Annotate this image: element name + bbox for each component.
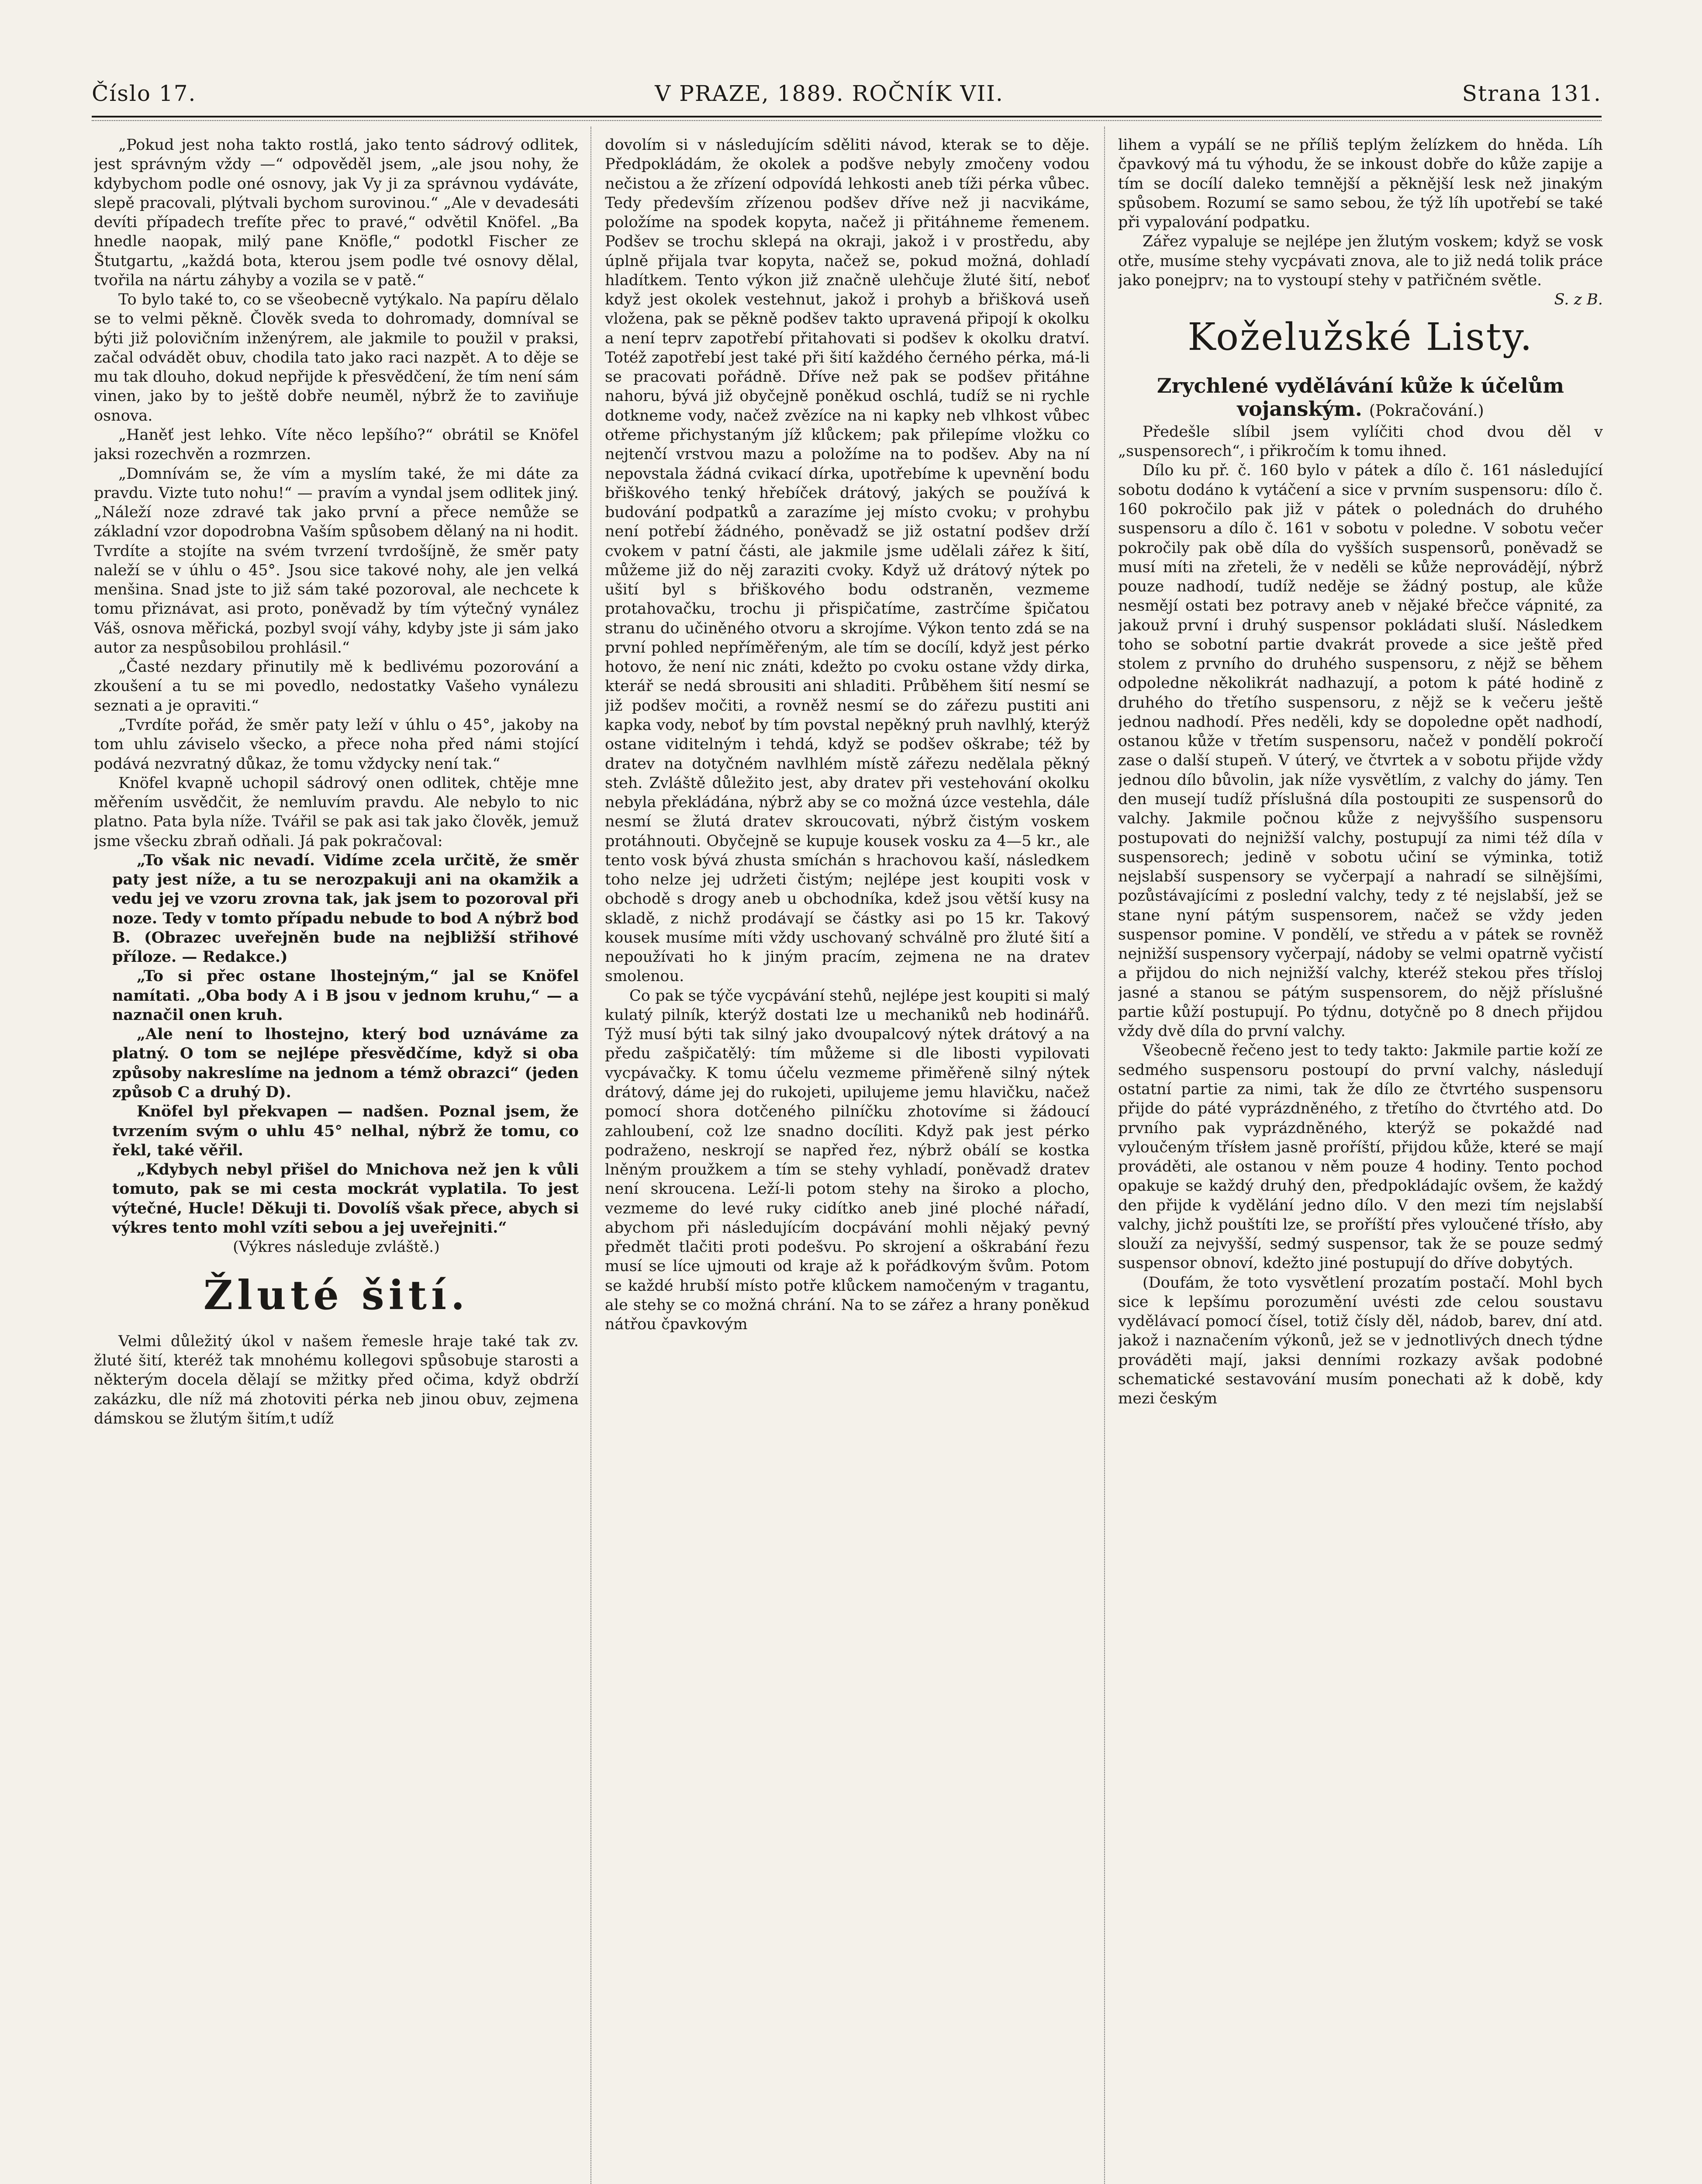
column-1 xyxy=(94,135,579,2184)
signature: S. z B. xyxy=(1554,291,1603,309)
paragraph: „Domnívám se, že vím a myslím také, že mi dáte za pravdu. Vizte tuto nohu!“ — pravím a vyndal jsem odlitek jiný. „Náleží noze zdravé tak jako první a přece nemůže se základní vzor dopodrobna Vaším spůsobem dělaný na ni hodit. Tvrdíte a stojíte na svém tvrzení tvrdošíjně, že směr paty naleží se v úhlu o 45°. Jsou sice takové nohy, ale jen velká menšina. Snad jste to již sám také pozoroval, ale nechcete k tomu přiznávat, asi proto, poněvadž by tím výtečný vynález Váš, osnova měřická, pozbyl svojí váhy, kdyby jste ji sám jako autor za nespůsobilou prohlásil.“ xyxy=(94,465,579,657)
header-rule-dotted xyxy=(92,120,1602,121)
column-divider-2 xyxy=(1104,127,1105,2184)
masthead-line: V PRAZE, 1889. ROČNÍK VII. xyxy=(655,81,1004,106)
paragraph: Co pak se týče vycpávání stehů, nejlépe jest koupiti si malý kulatý pilník, kterýž dostati lze u mechaniků neb hodinářů. Týž musí býti tak silný jako dvoupalcový nýtek drátový a na předu zašpičatělý: tím můžeme si dle libosti vypilovati vycpávačky. K tomu účelu vezmeme přiměřeně silný nýtek drátový, dáme jej do rukojeti, upilujeme jemu hlavičku, načež pomocí shora dotčeného pilníčku zhotovíme si žádoucí zahloubení, což lze snadno docíliti. Když pak jest pérko podraženo, neskrojí se napřed řez, nýbrž obálí se kostka lněným proužkem a tím se stehy vyhladí, poněvadž dratev není skroucena. Leží-li potom stehy na široko a plocho, vezmeme do levé ruky cidítko aneb jiné ploché nářadí, abychom při následujícím docpávání mohli nějaký pevný předmět tlačiti proti podešvu. Po skrojení a oškrabání řezu musí se líce ujmouti od kraje až k pořádkovým švům. Potom se každé hrubší místo potře klůckem namočeným v tragantu, ale stehy se co možná chrání. Na to se zářez a hrany poněkud nátřou čpavkovým xyxy=(605,987,1090,1334)
paragraph: Předešle slíbil jsem vylíčiti chod dvou děl v „suspensorech“, i přikročím k tomu ihned. xyxy=(1118,423,1603,460)
column-3 xyxy=(1118,135,1603,2184)
quote-paragraph: „To si přec ostane lhostejným,“ jal se Knöfel namítati. „Oba body A i B jsou v jednom kruhu,“ — a naznačil onen kruh. xyxy=(112,967,579,1024)
article-title xyxy=(1118,374,1603,421)
paragraph: Dílo ku př. č. 160 bylo v pátek a dílo č. 161 následující sobotu dodáno k vytáčení a sice v prvním suspensoru: dílo č. 160 pokročilo pak již v pátek o polednách do druhého suspensoru a dílo č. 161 v sobotu v poledne. V sobotu večer pokročily pak obě díla do vyšších suspensorů, poněvadž se musí míti na zřeteli, že v neděli se kůže neprovádějí, nýbrž pouze nadhodí, tudíž neděje se žádný postup, ale kůže nesmějí ostati bez potravy aneb v nějaké břečce vápnité, za jakouž první i druhý suspensor pokládati sluší. Následkem toho se sobotní partie dvakrát provede a sice ještě před stolem z prvního do druhého suspensoru, z nějž se během odpoledne několikrát nadhazují, a potom k páté hodině z druhého do třetího suspensoru, z nějž se k večeru ještě jednou nadhodí. Přes neděli, kdy se dopoledne opět nadhodí, ostanou kůže v třetím suspensoru, načež v pondělí pokročí zase o další stupeň. V úterý, ve čtvrtek a v sobotu přijde vždy jednou dílo bůvolin, jak níže vysvětlím, z valchy do jámy. Ten den musejí tudíž příslušná díla postoupiti ze suspensorů do valchy. Jakmile počnou kůže z nejvyššího suspensoru postupovati do nejnižší valchy, postupují za nimi též díla v suspensorech; jedině v sobotu učiní se výminka, totiž nejslabší suspensory se vyčerpají a nahradí se silnějšími, pozůstávajícími z poslední valchy, tedy z té nejslabší, jež se stane nyní pátým suspensorem, načež se vždy jeden suspensor pomine. V pondělí, ve středu a v pátek se rovněž nejnižší suspensory vyčerpají, nádoby se velmi opatrně vyčistí a přijdou do nich nejnižší valchy, kteréž stekou přes třísloj jasné a stanou se pátým suspensorem, do nějž příslušné partie kůží postupují. Po týdnu, dotyčně po 8 dnech přijdou vždy dvě díla do první valchy. xyxy=(1118,462,1603,1040)
page-number: Strana 131. xyxy=(1462,81,1602,106)
paragraph: (Doufám, že toto vysvětlení prozatím postačí. Mohl bych sice k lepšímu porozumění uvésti zde celou soustavu vydělávací pomocí čísel, totiž čísly děl, nádob, barev, dní atd. jakož i naznačením výkonů, jež se v jednotlivých dnech týdne prováděti mají, jaksi denními rozkazy avšak podobné schematické sestavování musím ponechati až k době, kdy mezi českým xyxy=(1118,1274,1603,1408)
column-divider-1 xyxy=(590,127,591,2184)
paragraph: „Pokud jest noha takto rostlá, jako tento sádrový odlitek, jest správným vždy —“ odpověděl jsem, „ale jsou nohy, že kdybychom podle oné osnovy, jak Vy ji za správnou vydáváte, slepě pracovali, plýtvali bychom surovinou.“ „Ale v devadesáti devíti případech trefíte přec to pravé,“ odvětil Knöfel. „Ba hnedle naopak, milý pane Knöfle,“ podotkl Fischer ze Štutgartu, „každá bota, kterou jsem podle tvé osnovy dělal, tvořila na nártu záhyby a vozila se v patě.“ xyxy=(94,136,579,289)
header-rule xyxy=(92,116,1602,117)
paragraph: „Haněť jest lehko. Víte něco lepšího?“ obrátil se Knöfel jaksi rozechvěn a rozmrzen. xyxy=(94,426,579,463)
note: (Výkres následuje zvláště.) xyxy=(233,1238,440,1256)
paragraph: To bylo také to, co se všeobecně vytýkalo. Na papíru dělalo se to velmi pěkně. Člověk sveda to dohromady, domníval se býti již polovičním inženýrem, ale jakmile to použil v praksi, začal odvádět obuv, chodila tato jako raci nazpět. A to děje se mu tak dlouho, dokud nepřijde k přesvědčení, že tím není sám vinen, jako by to ještě dobře neuměl, nýbrž že to zaviňuje osnova. xyxy=(94,291,579,425)
paragraph: „Časté nezdary přinutily mě k bedlivému pozorování a zkoušení a tu se mi povedlo, nedostatky Vašeho vynálezu seznati a je opraviti.“ xyxy=(94,658,579,715)
paragraph: „Tvrdíte pořád, že směr paty leží v úhlu o 45°, jakoby na tom uhlu záviselo všecko, a přece noha před námi stojící podává nezvratný důkaz, že tomu vždycky není tak.“ xyxy=(94,716,579,773)
column-2 xyxy=(605,135,1090,2184)
article-title-text: Zrychlené vydělávání kůže k účelům vojanským. xyxy=(1157,374,1564,421)
issue-number: Číslo 17. xyxy=(92,81,197,106)
section-heading: Žluté šití. xyxy=(203,1272,470,1319)
paragraph: lihem a vypálí se ne příliš teplým želízkem do hněda. Líh čpavkový má tu výhodu, že se inkoust dobře do kůže zapije a tím se docílí daleko temnější a pěknější lesk než jinakým spůsobem. Rozumí se samo sebou, že týž líh upotřebí se také při vypalování podpatku. xyxy=(1118,136,1603,232)
quote-paragraph: „Ale není to lhostejno, který bod uznáváme za platný. O tom se nejlépe přesvědčíme, když si oba způsoby nakreslíme na jednom a témž obrazci“ (jeden způsob C a druhý D). xyxy=(112,1025,579,1102)
article-continuation: (Pokračování.) xyxy=(1369,402,1484,420)
quote-paragraph: „Kdybych nebyl přišel do Mnichova než jen k vůli tomuto, pak se mi cesta mockrát vyplatila. To jest výtečné, Hucle! Děkuji ti. Dovolíš však přece, abych si výkres tento mohl vzíti sebou a jej uveřejniti.“ xyxy=(112,1161,579,1237)
page-header xyxy=(92,81,1602,116)
supplement-title: Koželužské Listy. xyxy=(1188,315,1533,359)
paragraph: Zářez vypaluje se nejlépe jen žlutým voskem; když se vosk otře, musíme stehy vycpávati znova, ale to již nedá tolik práce jako ponejprv; na to vystoupí stehy v patřičném světle. xyxy=(1118,233,1603,289)
paragraph: Velmi důležitý úkol v našem řemesle hraje také tak zv. žluté šití, kteréž tak mnohému kollegovi spůsobuje starosti a některým docela dělají se mžitky před očima, když obdrží zakázku, dle níž má zhotoviti pérka neb jinou obuv, zejmena dámskou se žlutým šitím,t udíž xyxy=(94,1332,579,1427)
quote-paragraph: „To však nic nevadí. Vidíme zcela určitě, že směr paty jest níže, a tu se nerozpakuji ani na okamžik a vedu jej ve vzoru zrovna tak, jak jsem to pozoroval při noze. Tedy v tomto případu nebude to bod A nýbrž bod B. (Obrazec uveřejněn bude na nejbližší střihové příloze. — Redakce.) xyxy=(112,851,579,966)
quote-paragraph: Knöfel byl překvapen — nadšen. Poznal jsem, že tvrzením svým o uhlu 45° nelhal, nýbrž že tomu, co řekl, také věřil. xyxy=(112,1102,579,1159)
paragraph: dovolím si v následujícím sděliti návod, kterak se to děje. Předpokládám, že okolek a podšve nebyly zmočeny vodou nečistou a že zřízení odpovídá lehkosti aneb tíži pérka vůbec. Tedy především zřízenou podšev dříve než ji nacvikáme, položíme na spodek kopyta, načež ji přitáhneme řemenem. Podšev se trochu sklepá na okraji, jakož i v prostředu, aby úplně přijala tvar kopyta, načež se, pokud možná, dohladí hladítkem. Tento výkon již značně ulehčuje žluté šití, neboť když jest okolek vestehnut, jakož i prohyb a břišková useň vložena, pak se pěkně podšev takto upravená připojí k okolku a není teprv zapotřebí přitahovati si podšev k okolku dratví. Totéž zapotřebí jest také při šití každého černého pérka, má-li se pracovati pořádně. Dříve než pak se podšev přitáhne nahoru, bývá již obyčejně poněkud oschlá, tudíž se ni rychle dotkneme vody, načež zvězíce na ni kapky neb vlhkost vůbec otřeme přichystaným jíž klůckem; pak přilepíme vložku co nejtenčí vrstvou mazu a položíme na to podšev. Aby na ní nepovstala žádná cvikací dírka, upotřebíme k upevnění bodu břiškového tenký hřebíček drátový, jakých se používá k budování podpatků a zarazíme jej místo cvoku; v prohybu není potřebí žádného, poněvadž se již ostatní podšev drží cvokem v patní části, ale jakmile jsme udělali zářez k šití, můžeme již do něj zaraziti cvoky. Když už drátový nýtek po ušití byl s břiškového bodu odstraněn, vezmeme protahovačku, trochu ji přispičatíme, zastrčíme špičatou stranu do učiněného otvoru a skrojíme. Výkon tento zdá se na první pohled nepříměřeným, ale tím se docílí, když jest pérko hotovo, že není nic znáti, kdežto po cvoku ostane vždy dirka, kterář se nedá sbrousiti ani shladiti. Průběhem šití nesmí se již podšev močiti, a rovněž nesmí se do zářezu pustiti ani kapka vody, neboť by tím povstal nepěkný pruh navlhlý, kterýž ostane viditelným i tehdá, když se podšev oškrabe; též by dratev na dotyčném navlhlém místě zářezu nedělala pěkný steh. Zvláště důležito jest, aby dratev při vestehování okolku nebyla překládána, nýbrž aby se co možná úzce vestehla, dále nesmí se žlutá dratev skroucovati, nýbrž čistým voskem protáhnouti. Obyčejně se kupuje kousek vosku za 4—5 kr., ale tento vosk bývá zhusta smíchán s hrachovou kaší, následkem toho nelze jej udržeti čistým; nejlépe jest koupiti vosk v obchodě s drogy aneb u obchodníka, kdež jsou větší kusy na skladě, z nichž prodávají se částky asi po 15 kr. Takový kousek musíme míti vždy uschovaný schválně pro žluté šití a nepoužívati ho k jiným pracím, zejmena ne na dratev smolenou. xyxy=(605,136,1090,985)
paragraph: Knöfel kvapně uchopil sádrový onen odlitek, chtěje mne měřením usvědčit, že nemluvím pravdu. Ale nebylo to nic platno. Pata byla níže. Tvářil se pak asi tak jako člověk, jemuž jsme všecku zbraň odňali. Já pak pokračoval: xyxy=(94,774,579,850)
paragraph: Všeobecně řečeno jest to tedy takto: Jakmile partie koží ze sedmého suspensoru postoupí do první valchy, následují ostatní partie za nimi, tak že dílo ze čtvrtého suspensoru přijde do páté vyprázdněného, z třetího do čtvrtého atd. Do prvního pak vyprázdněného, kterýž se pokaždé nad vyloučeným třísłem jasně proříští, přijdou kůže, které se mají prováděti, ale ostanou v něm pouze 4 hodiny. Tento pochod opakuje se každý druhý den, předpokládajíc ovšem, že každý den přijde k vydělání jedno dílo. V den mezi tím nejslabší valchy, jichž pouštíti lze, se proříští přes vyloučené třísło, aby slouží za nejvyšší, sedmý suspensor, tak že se pouze sedmý suspensor obnoví, kdežto jiné postupují do dříve dobytých. xyxy=(1118,1042,1603,1272)
